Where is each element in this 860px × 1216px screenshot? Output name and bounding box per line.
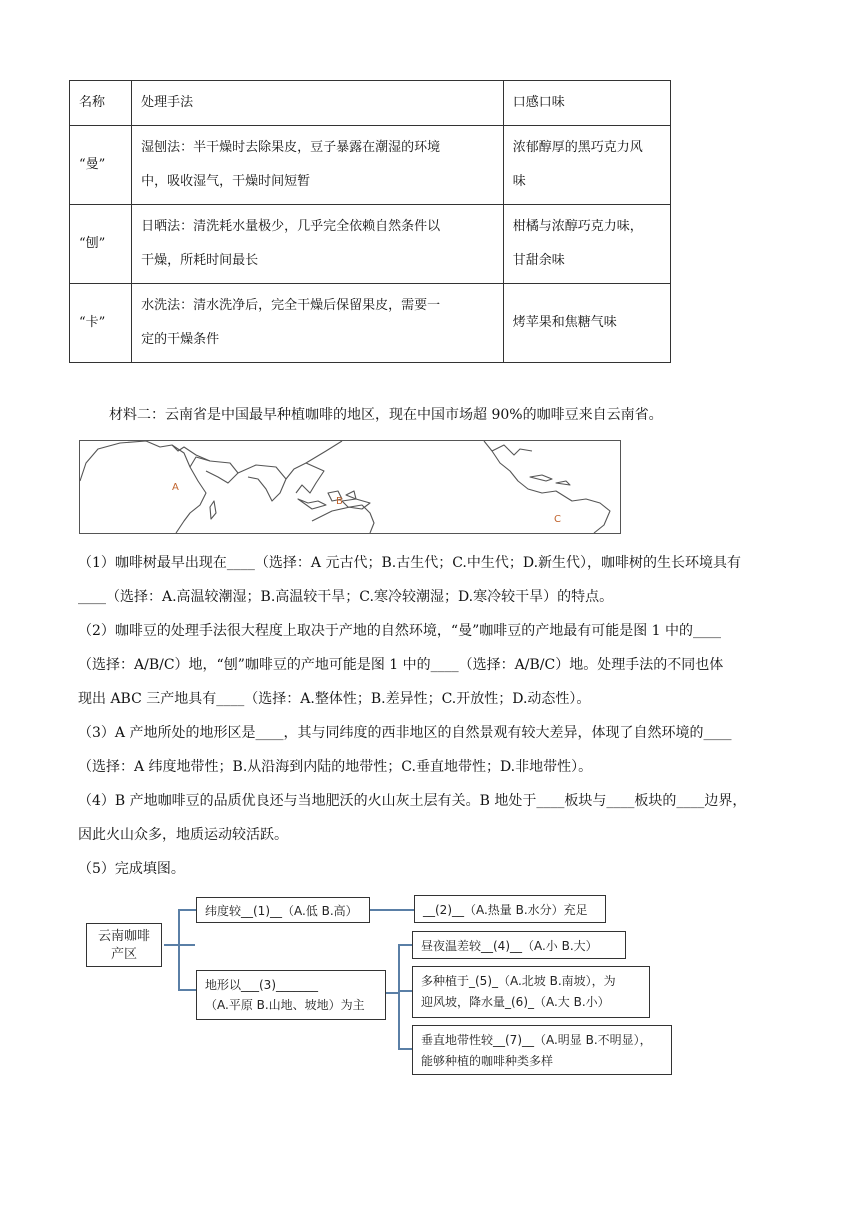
map-label-c: C [554,514,561,525]
table-row [70,284,671,363]
question-1-line-2: ____（选择：A.高温较潮湿；B.高温较干旱；C.寒冷较潮湿；D.寒冷较干旱）的特点。 [78,589,614,605]
row-method: 湿刨法：半干燥时去除果皮，豆子暴露在潮湿的环境 中，吸收湿气，干燥时间短暂 [132,126,504,205]
question-3-line-1: （3）A 产地所处的地形区是____，其与同纬度的西非地区的自然景观有较大差异，体现了自然环境的____ [78,725,732,741]
temp-diff-box: 昼夜温差较__(4)__（A.小 B.大） [412,931,626,959]
map-label-b: B [336,496,343,507]
latitude-box: 纬度较__(1)__（A.低 B.高） [196,897,370,923]
connector-line [398,944,400,1050]
question-4-line-2: 因此火山众多，地质运动较活跃。 [78,827,288,843]
table-row [70,126,671,205]
row-taste: 烤苹果和焦糖气味 [503,284,670,363]
root-box: 云南咖啡 产区 [86,923,162,967]
question-3-line-2: （选择：A 纬度地带性；B.从沿海到内陆的地带性；C.垂直地带性；D.非地带性）。 [78,759,593,775]
question-5: （5）完成填图。 [78,861,185,877]
row-method: 日晒法：清洗耗水量极少，几乎完全依赖自然条件以 干燥，所耗时间最长 [132,205,504,284]
slope-box: 多种植于_(5)_（A.北坡 B.南坡），为 迎风坡，降水量_(6)_（A.大 B.小） [412,966,650,1018]
row-method: 水洗法：清水洗净后，完全干燥后保留果皮，需要一 定的干燥条件 [132,284,504,363]
vertical-zonality-box: 垂直地带性较__(7)__（A.明显 B.不明显）， 能够种植的咖啡种类多样 [412,1025,672,1075]
row-name: “卡” [70,284,132,363]
processing-table [69,80,671,363]
connector-line [178,909,196,911]
material-2-text: 材料二：云南省是中国最早种植咖啡的地区，现在中国市场超 90%的咖啡豆来自云南省。 [109,407,663,423]
header-taste: 口感口味 [503,81,670,126]
question-2-line-3: 现出 ABC 三产地具有____（选择：A.整体性；B.差异性；C.开放性；D.动态性）。 [78,691,591,707]
connector-line [370,909,414,911]
connector-line [398,990,412,992]
header-name: 名称 [70,81,132,126]
header-method: 处理手法 [132,81,504,126]
question-1-line-1: （1）咖啡树最早出现在____（选择：A 元古代；B.古生代；C.中生代；D.新生代），咖啡树的生长环境具有 [78,555,742,571]
question-2-line-2: （选择：A/B/C）地，“刨”咖啡豆的产地可能是图 1 中的____（选择：A/B/C）地。处理手法的不同也体 [78,657,724,673]
connector-line [398,944,412,946]
question-4-line-1: （4）B 产地咖啡豆的品质优良还与当地肥沃的火山灰土层有关。B 地处于____板块与____板块的____边界， [78,793,747,809]
question-2-line-1: （2）咖啡豆的处理手法很大程度上取决于产地的自然环境，“曼”咖啡豆的产地最有可能是图 1 中的____ [78,623,722,639]
table-header-row [70,81,671,126]
world-map [79,440,621,534]
row-name: “刨” [70,205,132,284]
connector-line [178,909,180,991]
map-label-a: A [172,482,179,493]
heat-box: __(2)__（A.热量 B.水分）充足 [414,895,606,923]
row-name: “曼” [70,126,132,205]
map-outline-image [80,441,620,533]
terrain-box: 地形以___(3)_______ （A.平原 B.山地、坡地）为主 [196,970,386,1020]
row-taste: 柑橘与浓醇巧克力味， 甘甜余味 [503,205,670,284]
connector-line [178,989,196,991]
row-taste: 浓郁醇厚的黑巧克力风 味 [503,126,670,205]
table-row [70,205,671,284]
connector-line [398,1048,412,1050]
